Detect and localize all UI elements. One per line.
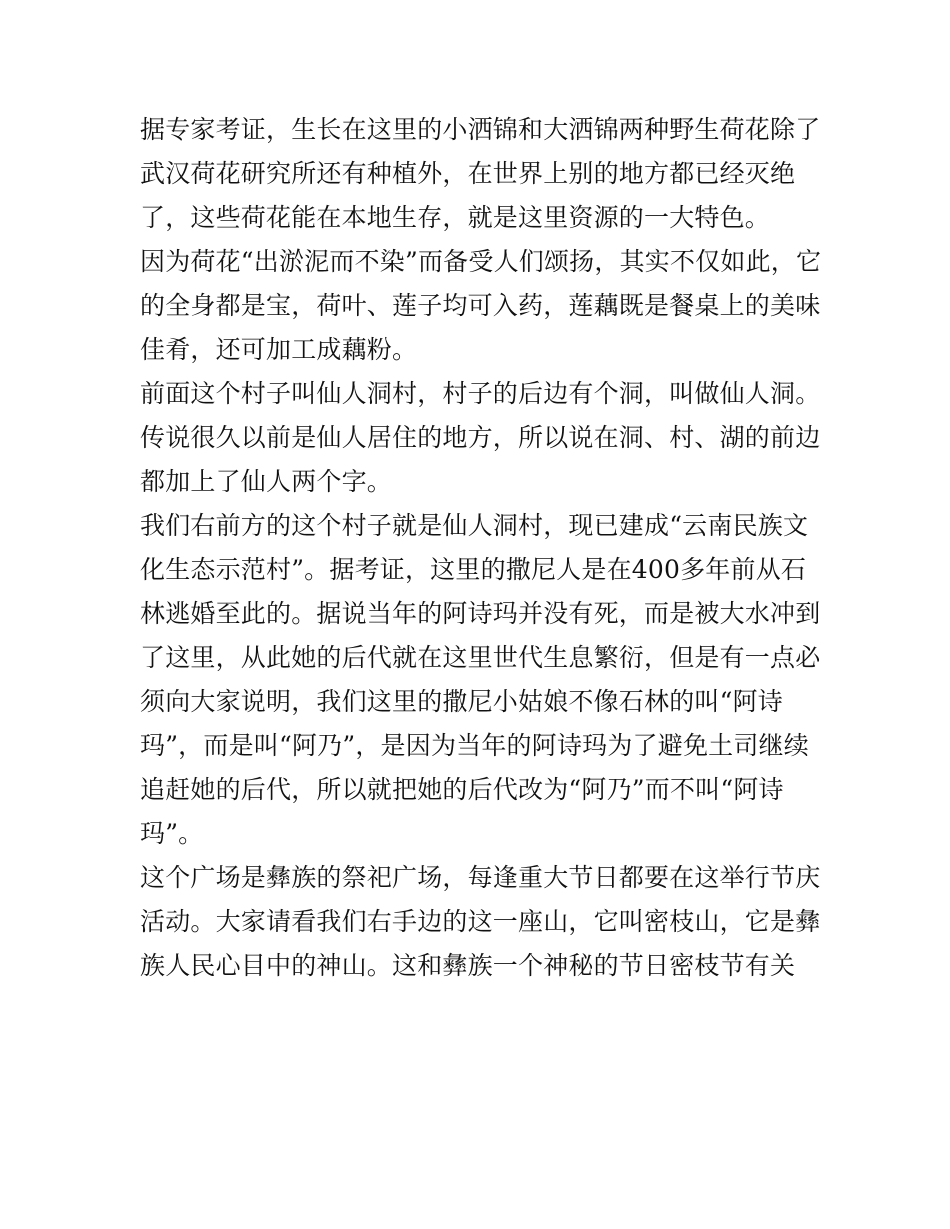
text-line: 玛”。	[140, 819, 204, 848]
text-line: 化生态示范村”。据考证，这里的撒尼人是在400多年前从石	[140, 555, 807, 584]
text-line: 追赶她的后代，所以就把她的后代改为“阿乃”而不叫“阿诗	[140, 775, 784, 804]
text-line: 因为荷花“出淤泥而不染”而备受人们颂扬，其实不仅如此，它	[140, 247, 822, 276]
paragraph-2	[140, 240, 820, 372]
text-line: 我们右前方的这个村子就是仙人洞村，现已建成“云南民族文	[140, 511, 809, 540]
document-body	[140, 108, 820, 988]
text-line: 武汉荷花研究所还有种植外，在世界上别的地方都已经灭绝	[140, 159, 796, 188]
text-line: 了，这些荷花能在本地生存，就是这里资源的一大特色。	[140, 203, 771, 232]
paragraph-1	[140, 108, 820, 240]
text-line: 了这里，从此她的后代就在这里世代生息繁衍，但是有一点必	[140, 643, 821, 672]
text-line: 传说很久以前是仙人居住的地方，所以说在洞、村、湖的前边	[140, 423, 821, 452]
text-line: 都加上了仙人两个字。	[140, 467, 393, 496]
text-line: 前面这个村子叫仙人洞村，村子的后边有个洞，叫做仙人洞。	[140, 379, 821, 408]
text-line: 的全身都是宝，荷叶、莲子均可入药，莲藕既是餐桌上的美味	[140, 291, 821, 320]
text-line: 族人民心目中的神山。这和彝族一个神秘的节日密枝节有关	[140, 951, 796, 980]
text-line: 须向大家说明，我们这里的撒尼小姑娘不像石林的叫“阿诗	[140, 687, 783, 716]
text-line: 这个广场是彝族的祭祀广场，每逢重大节日都要在这举行节庆	[140, 863, 821, 892]
text-line: 活动。大家请看我们右手边的这一座山，它叫密枝山，它是彝	[140, 907, 821, 936]
text-line: 佳肴，还可加工成藕粉。	[140, 335, 418, 364]
text-line: 玛”，而是叫“阿乃”，是因为当年的阿诗玛为了避免土司继续	[140, 731, 809, 760]
text-line: 据专家考证，生长在这里的小洒锦和大洒锦两种野生荷花除了	[140, 115, 821, 144]
paragraph-3	[140, 372, 820, 504]
text-line: 林逃婚至此的。据说当年的阿诗玛并没有死，而是被大水冲到	[140, 599, 821, 628]
paragraph-4	[140, 504, 820, 856]
paragraph-5	[140, 856, 820, 988]
